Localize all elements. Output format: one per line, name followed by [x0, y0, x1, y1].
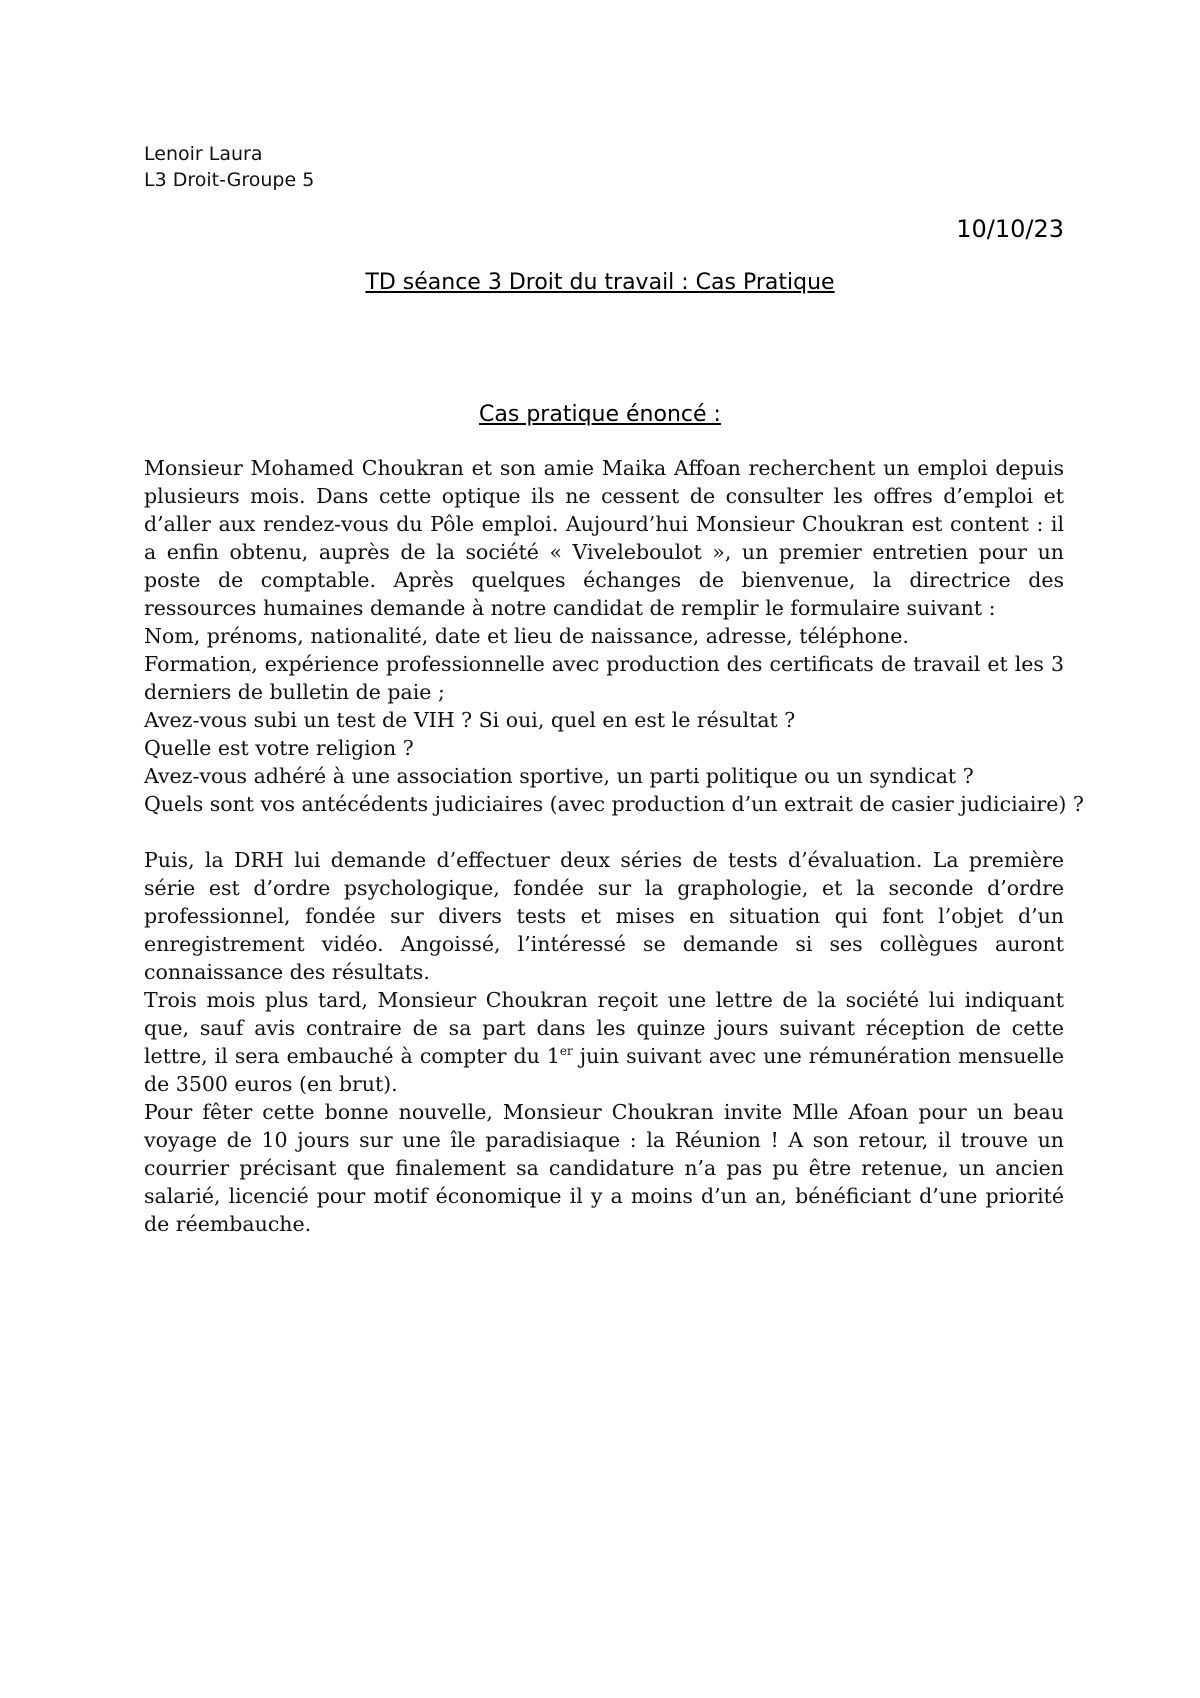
form-item: Nom, prénoms, nationalité, date et lieu de naissance, adresse, téléphone. [144, 624, 909, 648]
author-name: Lenoir Laura [144, 143, 263, 165]
document-title: TD séance 3 Droit du travail : Cas Pratique [365, 270, 835, 295]
document-date: 10/10/23 [956, 215, 1064, 243]
form-item: Quels sont vos antécédents judiciaires (avec production d’un extrait de casier judiciaire) ? [144, 792, 1084, 816]
ordinal-superscript: er [559, 1044, 573, 1059]
statement-paragraph-3 [144, 986, 1064, 1098]
statement-paragraph-1: Monsieur Mohamed Choukran et son amie Maika Affoan recherchent un emploi depuis plusieurs mois. Dans cette optique ils ne cessent de consulter les offres d’emploi et d’aller aux rendez-vous du Pôle emploi. Aujourd’hui Monsieur Choukran est content : il a enfin obtenu, auprès de la société « Viveleboulot », un premier entretien pour un poste de comptable. Après quelques échanges de bienvenue, la directrice des ressources humaines demande à notre candidat de remplir le formulaire suivant : [144, 456, 1064, 620]
statement-paragraph-2: Puis, la DRH lui demande d’effectuer deux séries de tests d’évaluation. La première série est d’ordre psychologique, fondée sur la graphologie, et la seconde d’ordre professionnel, fondée sur divers tests et mises en situation qui font l’objet d’un enregistrement vidéo. Angoissé, l’intéressé se demande si ses collègues auront connaissance des résultats. [144, 848, 1064, 984]
form-item: Quelle est votre religion ? [144, 736, 414, 760]
section-title: Cas pratique énoncé : [479, 402, 721, 427]
paragraph-3-text-after: juin suivant avec une rémunération mensuelle de 3500 euros (en brut). [144, 1044, 1064, 1096]
statement-paragraph-4: Pour fêter cette bonne nouvelle, Monsieur Choukran invite Mlle Afoan pour un beau voyage de 10 jours sur une île paradisiaque : la Réunion ! A son retour, il trouve un courrier précisant que finalement sa candidature n’a pas pu être retenue, un ancien salarié, licencié pour motif économique il y a moins d’un an, bénéficiant d’une priorité de réembauche. [144, 1100, 1064, 1236]
statement-body [144, 454, 1084, 1238]
paragraph-3-text-before: Trois mois plus tard, Monsieur Choukran reçoit une lettre de la société lui indiquant que, sauf avis contraire de sa part dans les quinze jours suivant réception de cette lettre, il sera embauché à compter du 1 [144, 988, 1064, 1068]
author-group: L3 Droit-Groupe 5 [144, 169, 315, 191]
paragraph-spacer [144, 818, 1064, 846]
form-item: Avez-vous subi un test de VIH ? Si oui, quel en est le résultat ? [144, 708, 796, 732]
form-item: Formation, expérience professionnelle avec production des certificats de travail et les 3 derniers de bulletin de paie ; [144, 652, 1064, 704]
author-block [144, 141, 314, 193]
form-item: Avez-vous adhéré à une association sportive, un parti politique ou un syndicat ? [144, 764, 974, 788]
